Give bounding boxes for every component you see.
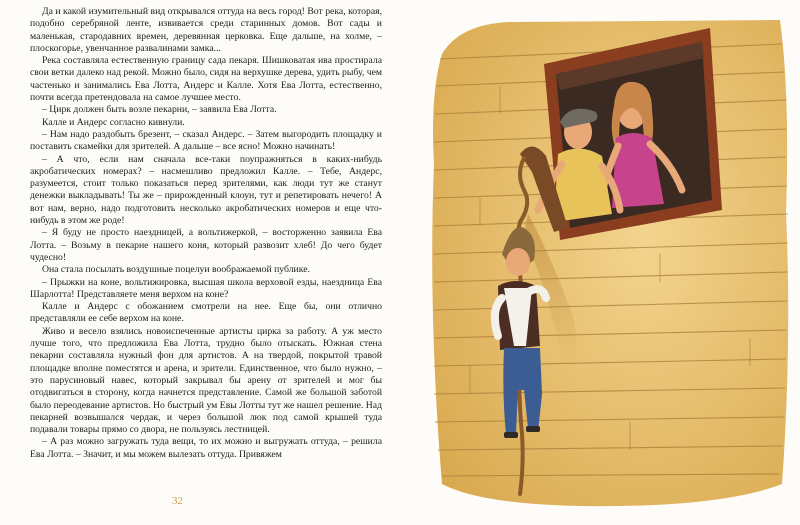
paragraph-12: – А раз можно загружать туда вещи, то их можно и выгружать оттуда, – решила Ева Лотта. – Значит, и мы можем вылезать оттуда. Привяжем	[30, 436, 382, 460]
paragraph-4: Калле и Андерс согласно кивнули.	[42, 116, 185, 128]
paragraph-2: Река составляла естественную границу сада пекаря. Шишковатая ива простирала свои ветки далеко над рекой. Можно было, сидя на верхушке дерева, удить рыбу, чем частенько и занимались Ева Лотта, Андерс и Калле. Хотя Ева Лотта, естественно, почти всегда претендовала на самое лучшее место.	[30, 55, 382, 104]
paragraph-1: Да и какой изумительный вид открывался оттуда на весь город! Вот река, которая, подобно серебряной ленте, извивается среди старинных домов. Вот сады и маленькая, стародавних времен, деревянная церковка. Еще дальше, на холме, – плоскогорье, увенчанное развалинами замка...	[30, 6, 382, 54]
paragraph-6: – А что, если нам сначала все-таки поупражняться в каких-нибудь акробатических номерах? – насмешливо предложил Калле. – Тебе, Андерс, разумеется, стоит только показаться перед зрителями, как люди тут же станут денежки выкладывать! Ты же – прирожденный клоун, тут и репетировать нечего! А вот нам, верно, надо подготовить несколько акробатических номеров и еще что-нибудь в этом же роде!	[30, 153, 382, 227]
illustration	[420, 14, 792, 512]
paragraph-10: Калле и Андерс с обожанием смотрели на нее. Еще бы, они отлично представляли ее себе верхом на коне.	[30, 301, 382, 325]
paragraph-9: – Прыжки на коне, вольтижировка, высшая школа верховой езды, наездница Ева Шарлотта! Представляете меня верхом на коне?	[30, 276, 382, 300]
paragraph-7: – Я буду не просто наездницей, а вольтижеркой, – восторженно заявила Ева Лотта. – Возьму в пекарне нашего коня, который развозит хлеб! До чего будет чудесно!	[30, 227, 382, 263]
text-page	[30, 6, 382, 486]
paragraph-3: – Цирк должен быть возле пекарни, – заявила Ева Лотта.	[42, 104, 277, 116]
paragraph-5: – Нам надо раздобыть брезент, – сказал Андерс. – Затем выгородить площадку и поставить скамейки для зрителей. А дальше – все ясно! Можно начинать!	[30, 128, 382, 153]
page-number: 32	[172, 495, 183, 507]
paragraph-8: Она стала посылать воздушные поцелуи воображаемой публике.	[42, 264, 310, 276]
paragraph-11: Живо и весело взялись новоиспеченные артисты цирка за работу. А уж место лучше того, что предложила Ева Лотта, трудно было отыскать. Южная стена пекарни составляла нужный фон для артистов. А на твердой, покрытой травой площадке вполне поместятся и арена, и зрители. Единственное, что было нужно, – это парусиновый навес, который закрывал бы арену от зрителей и мог бы отодвигаться в сторону, когда начнется представление. Самой же большой заботой было переодевание артистов. Но быстрый ум Евы Лотты тут же нашел решение. Над пекарней возвышался чердак, и через большой люк под самой крышей туда подавали товары прямо со двора, не пользуясь лестницей.	[30, 325, 382, 436]
